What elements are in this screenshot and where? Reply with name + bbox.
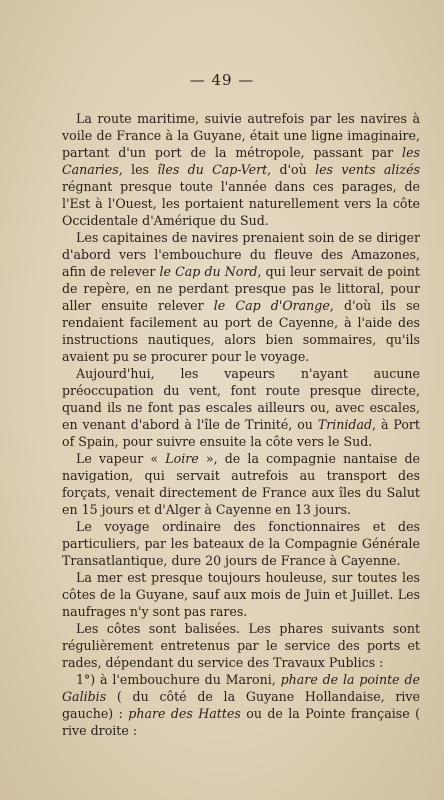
italic-text: le Cap du Nord: [159, 264, 258, 279]
italic-text: phare des Hattes: [128, 706, 241, 721]
paragraph: [62, 620, 420, 671]
text-segment: régnant presque toute l'année dans ces parages, de l'Est à l'Ouest, les portaient naturellement vers la côte Occidentale d'Amérique du Sud.: [62, 179, 420, 228]
text-segment: , qui leur servait de point de repère, en ne perdant presque pas le littoral, pour aller ensuite relever: [62, 264, 420, 313]
paragraph: [62, 518, 420, 569]
text-segment: Les côtes sont balisées. Les phares suivants sont régulièrement entretenus par le service des ports et rades, dépendant du service des Travaux Publics :: [62, 621, 420, 670]
italic-text: les vents alizés: [315, 162, 420, 177]
text-segment: Le voyage ordinaire des fonctionnaires et des particuliers, par les bateaux de la Compagnie Générale Transatlantique, dure 20 jours de France à Cayenne.: [62, 519, 420, 568]
text-segment: 1°) à l'embouchure du Maroni,: [76, 672, 281, 687]
text-segment: , les: [118, 162, 158, 177]
text-segment: Le vapeur «: [76, 451, 166, 466]
text-segment: Aujourd'hui, les vapeurs n'ayant aucune préoccupation du vent, font route presque directe, quand ils ne font pas escales ailleurs ou, avec escales, en venant d'abord à l'île de Trinité, ou: [62, 366, 420, 432]
text-segment: ( du côté de la Guyane Hollandaise, rive gauche) :: [62, 689, 420, 721]
paragraph: [62, 110, 420, 229]
italic-text: Loire: [165, 451, 199, 466]
text-segment: , à Port of Spain, pour suivre ensuite la côte vers le Sud.: [62, 417, 420, 449]
italic-text: îles du Cap-Vert: [157, 162, 268, 177]
text-segment: La route maritime, suivie autrefois par les navires à voile de France à la Guyane, était une ligne imaginaire, partant d'un port de la métropole, passant par: [62, 111, 420, 160]
italic-text: les Canaries: [62, 145, 420, 177]
paragraph: [62, 229, 420, 365]
page-number: — 49 —: [189, 71, 255, 89]
italic-text: Trinidad: [317, 417, 373, 432]
paragraph: [62, 569, 420, 620]
italic-text: le Cap d'Orange: [213, 298, 330, 313]
text-body: [62, 110, 420, 739]
paragraph: [62, 450, 420, 518]
text-segment: , d'où: [267, 162, 316, 177]
paragraph: [62, 671, 420, 739]
italic-text: phare de la pointe de Galibis: [62, 672, 420, 704]
text-segment: Les capitaines de navires prenaient soin de se diriger d'abord vers l'embouchure du fleuve des Amazones, afin de relever: [62, 230, 420, 279]
text-segment: La mer est presque toujours houleuse, sur toutes les côtes de la Guyane, sauf aux mois de Juin et Juillet. Les naufrages n'y sont pas rares.: [62, 570, 420, 619]
paragraph: [62, 365, 420, 450]
text-segment: , d'où ils se rendaient facilement au port de Cayenne, à l'aide des instructions nautiques, alors bien sommaires, qu'ils avaient pu se procurer pour le voyage.: [62, 298, 420, 364]
text-segment: », de la compagnie nantaise de navigation, qui servait autrefois au transport des forçats, venait directement de France aux îles du Salut en 15 jours et d'Alger à Cayenne en 13 jours.: [62, 451, 420, 517]
text-segment: ou de la Pointe française ( rive droite :: [62, 706, 420, 738]
